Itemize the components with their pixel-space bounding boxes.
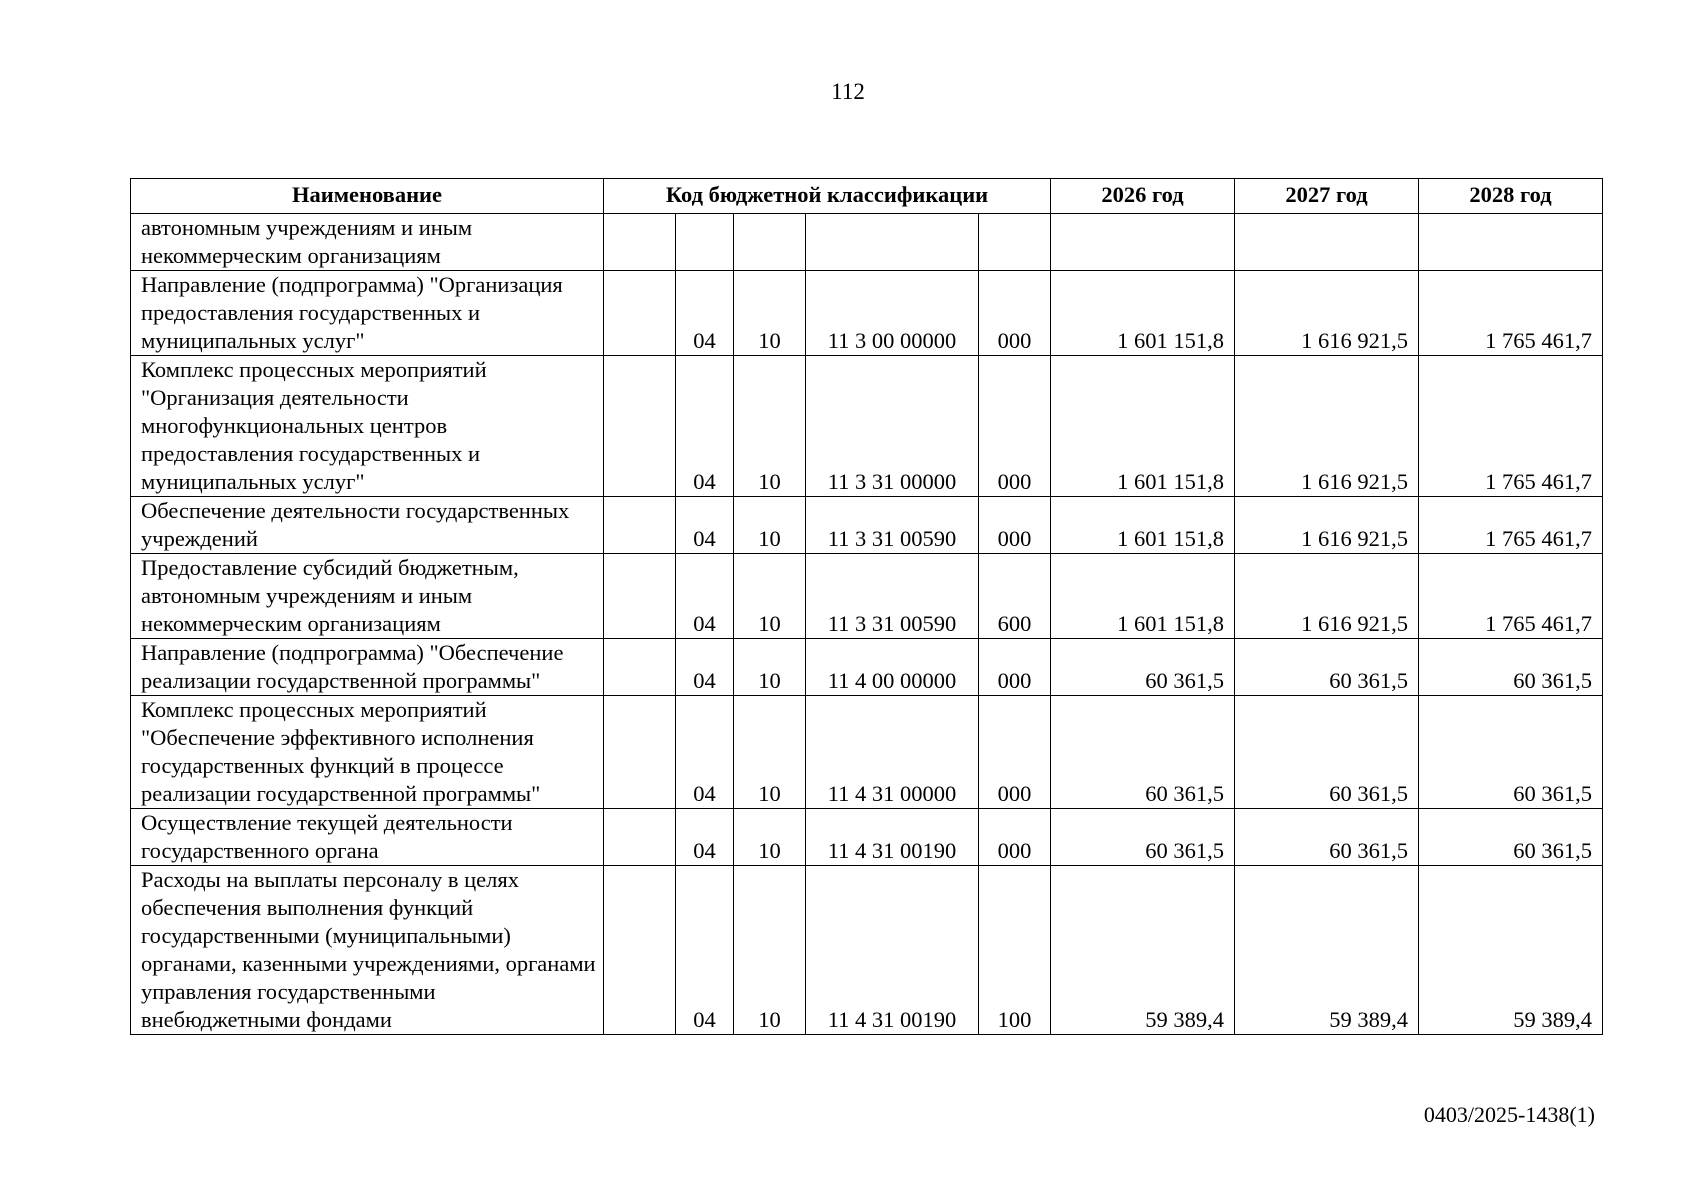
code-section: 04: [676, 271, 734, 356]
code-target-article: 11 3 00 00000: [806, 271, 979, 356]
code-expense-type: 000: [979, 497, 1051, 554]
value-2028: 60 361,5: [1419, 639, 1603, 696]
code-segment-0: [604, 866, 676, 1035]
value-2027: 60 361,5: [1235, 696, 1419, 809]
code-subsection: 10: [734, 554, 806, 639]
value-2028: 1 765 461,7: [1419, 554, 1603, 639]
table-row: [131, 356, 1603, 497]
page-number: 112: [831, 79, 865, 104]
table-row: [131, 639, 1603, 696]
code-segment-0: [604, 639, 676, 696]
value-2028: [1419, 214, 1603, 271]
code-expense-type: [979, 214, 1051, 271]
code-section: [676, 214, 734, 271]
row-name: автономным учреждениям и иным некоммерческим организациям: [131, 214, 604, 271]
value-2028: 60 361,5: [1419, 696, 1603, 809]
value-2027: 1 616 921,5: [1235, 356, 1419, 497]
row-name: Комплекс процессных мероприятий "Организация деятельности многофункциональных центров предоставления государственных и муниципальных услуг": [131, 356, 604, 497]
value-2028: 1 765 461,7: [1419, 497, 1603, 554]
code-expense-type: 100: [979, 866, 1051, 1035]
code-segment-0: [604, 356, 676, 497]
value-2027: 60 361,5: [1235, 809, 1419, 866]
header-code: Код бюджетной классификации: [604, 179, 1051, 214]
value-2027: 1 616 921,5: [1235, 554, 1419, 639]
table-row: [131, 214, 1603, 271]
code-expense-type: 000: [979, 356, 1051, 497]
code-segment-0: [604, 214, 676, 271]
code-target-article: 11 4 31 00190: [806, 866, 979, 1035]
code-subsection: 10: [734, 356, 806, 497]
code-section: 04: [676, 809, 734, 866]
row-name: Предоставление субсидий бюджетным, автономным учреждениям и иным некоммерческим организациям: [131, 554, 604, 639]
value-2026: 59 389,4: [1051, 866, 1235, 1035]
budget-table: [130, 178, 1603, 1035]
code-section: 04: [676, 866, 734, 1035]
value-2026: 1 601 151,8: [1051, 356, 1235, 497]
value-2027: 60 361,5: [1235, 639, 1419, 696]
value-2026: 60 361,5: [1051, 696, 1235, 809]
row-name: Комплекс процессных мероприятий "Обеспечение эффективного исполнения государственных функций в процессе реализации государственной программы": [131, 696, 604, 809]
code-subsection: [734, 214, 806, 271]
header-row: [131, 179, 1603, 214]
code-section: 04: [676, 696, 734, 809]
code-section: 04: [676, 639, 734, 696]
value-2028: 60 361,5: [1419, 809, 1603, 866]
code-segment-0: [604, 554, 676, 639]
value-2027: 59 389,4: [1235, 866, 1419, 1035]
value-2026: 1 601 151,8: [1051, 497, 1235, 554]
code-expense-type: 000: [979, 639, 1051, 696]
code-target-article: 11 4 00 00000: [806, 639, 979, 696]
document-number: 0403/2025-1438(1): [1423, 1102, 1595, 1127]
code-expense-type: 000: [979, 809, 1051, 866]
code-target-article: 11 4 31 00190: [806, 809, 979, 866]
code-target-article: 11 3 31 00590: [806, 497, 979, 554]
table-row: [131, 554, 1603, 639]
row-name: Обеспечение деятельности государственных учреждений: [131, 497, 604, 554]
row-name: Направление (подпрограмма) "Организация предоставления государственных и муниципальных услуг": [131, 271, 604, 356]
header-name: Наименование: [131, 179, 604, 214]
value-2026: 60 361,5: [1051, 809, 1235, 866]
code-target-article: 11 3 31 00000: [806, 356, 979, 497]
value-2026: 1 601 151,8: [1051, 271, 1235, 356]
code-target-article: 11 3 31 00590: [806, 554, 979, 639]
row-name: Расходы на выплаты персоналу в целях обеспечения выполнения функций государственными (муниципальными) органами, казенными учреждениями, органами управления государственными внебюджетными фондами: [131, 866, 604, 1035]
code-section: 04: [676, 497, 734, 554]
value-2027: 1 616 921,5: [1235, 497, 1419, 554]
code-subsection: 10: [734, 809, 806, 866]
value-2027: [1235, 214, 1419, 271]
code-segment-0: [604, 809, 676, 866]
value-2028: 59 389,4: [1419, 866, 1603, 1035]
code-expense-type: 600: [979, 554, 1051, 639]
code-subsection: 10: [734, 497, 806, 554]
value-2026: [1051, 214, 1235, 271]
code-section: 04: [676, 356, 734, 497]
table-row: [131, 866, 1603, 1035]
value-2026: 60 361,5: [1051, 639, 1235, 696]
code-expense-type: 000: [979, 696, 1051, 809]
value-2026: 1 601 151,8: [1051, 554, 1235, 639]
code-expense-type: 000: [979, 271, 1051, 356]
code-target-article: [806, 214, 979, 271]
code-subsection: 10: [734, 271, 806, 356]
code-target-article: 11 4 31 00000: [806, 696, 979, 809]
value-2028: 1 765 461,7: [1419, 271, 1603, 356]
code-subsection: 10: [734, 639, 806, 696]
value-2027: 1 616 921,5: [1235, 271, 1419, 356]
row-name: Направление (подпрограмма) "Обеспечение реализации государственной программы": [131, 639, 604, 696]
code-segment-0: [604, 271, 676, 356]
code-subsection: 10: [734, 696, 806, 809]
code-segment-0: [604, 497, 676, 554]
header-2027: 2027 год: [1235, 179, 1419, 214]
table-row: [131, 696, 1603, 809]
table-row: [131, 271, 1603, 356]
row-name: Осуществление текущей деятельности государственного органа: [131, 809, 604, 866]
header-2028: 2028 год: [1419, 179, 1603, 214]
code-segment-0: [604, 696, 676, 809]
header-2026: 2026 год: [1051, 179, 1235, 214]
code-section: 04: [676, 554, 734, 639]
table-row: [131, 809, 1603, 866]
value-2028: 1 765 461,7: [1419, 356, 1603, 497]
table-row: [131, 497, 1603, 554]
code-subsection: 10: [734, 866, 806, 1035]
